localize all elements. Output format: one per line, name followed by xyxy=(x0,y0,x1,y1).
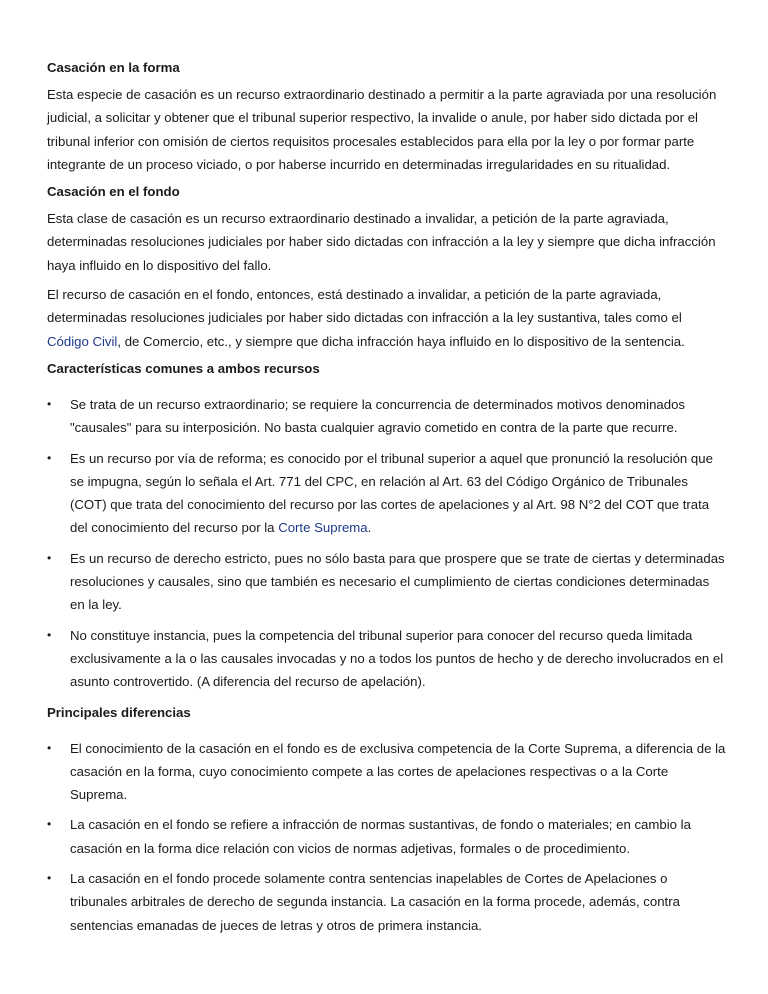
bullet-icon: • xyxy=(47,450,52,465)
bullet-icon: • xyxy=(47,817,52,832)
heading-casacion-forma: Casación en la forma xyxy=(47,60,180,75)
list-item xyxy=(47,867,726,937)
heading-caracteristicas-comunes: Características comunes a ambos recursos xyxy=(47,360,320,376)
list-item-text: Es un recurso por vía de reforma; es conocido por el tribunal superior a aquel que pronunció la resolución que se impugna, según lo señala el Art. 771 del CPC, en relación al Art. 63 del Código Orgánico de Tribunales (COT) que trata del conocimiento del recurso por las cortes de apelaciones y al Art. 98 N°2 del COT que trata del conocimiento del recurso por la xyxy=(70,450,713,536)
list-item xyxy=(47,447,726,540)
list-item-tail: . xyxy=(367,520,372,536)
list-item xyxy=(47,624,726,694)
bullet-icon: • xyxy=(47,740,52,755)
list-caracteristicas-comunes xyxy=(47,393,726,694)
heading-casacion-fondo: Casación en el fondo xyxy=(47,184,180,200)
list-principales-diferencias xyxy=(47,737,726,937)
link-codigo-civil[interactable]: Código Civil xyxy=(47,333,118,349)
list-item-text: Es un recurso de derecho estricto, pues no sólo basta para que prospere que se trate de ciertas y determinadas resoluciones y causales, sino que también es necesario el cumplimiento de ciertas condiciones determinadas en la ley. xyxy=(70,550,725,613)
list-item xyxy=(47,393,726,440)
bullet-icon: • xyxy=(47,550,52,565)
paragraph-fondo-2-tail: , de Comercio, etc., y siempre que dicha infracción haya influido en lo dispositivo de la sentencia. xyxy=(117,333,685,349)
paragraph-fondo-1: Esta clase de casación es un recurso extraordinario destinado a invalidar, a petición de la parte agraviada, determinadas resoluciones judiciales por haber sido dictadas con infracción a la ley y siempre que dicha infracción haya influido en lo dispositivo del fallo. xyxy=(47,211,716,273)
list-item-text: Se trata de un recurso extraordinario; se requiere la concurrencia de determinados motivos denominados "causales" para su interposición. No basta cualquier agravio cometido en contra de la parte que recurre. xyxy=(70,396,686,436)
list-item-text: El conocimiento de la casación en el fondo es de exclusiva competencia de la Corte Suprema, a diferencia de la casación en la forma, cuyo conocimiento compete a las cortes de apelaciones respectivas o a la Corte Suprema. xyxy=(70,740,726,803)
paragraph-fondo-2-text: El recurso de casación en el fondo, entonces, está destinado a invalidar, a petición de la parte agraviada, determinadas resoluciones judiciales por haber sido dictadas con infracción a la ley sustantiva, tales como el xyxy=(47,287,682,326)
list-item-text: La casación en el fondo se refiere a infracción de normas sustantivas, de fondo o materiales; en cambio la casación en la forma dice relación con vicios de normas adjetivas, formales o de procedimiento. xyxy=(70,817,691,856)
list-item xyxy=(47,813,726,860)
list-item xyxy=(47,547,726,617)
list-item xyxy=(47,737,726,807)
bullet-icon: • xyxy=(47,627,52,642)
link-corte-suprema[interactable]: Corte Suprema xyxy=(278,520,368,536)
paragraph-forma: Esta especie de casación es un recurso extraordinario destinado a permitir a la parte agraviada por una resolución judicial, a solicitar y obtener que el tribunal superior respectivo, la invalide o anule, por haber sido dictada por el tribunal inferior con omisión de ciertos requisitos procesales establecidos para ella por la ley o por formar parte integrante de un proceso viciado, o por haberse incurrido en determinadas irregularidades en su ritualidad. xyxy=(47,87,717,172)
heading-principales-diferencias: Principales diferencias xyxy=(47,704,191,720)
bullet-icon: • xyxy=(47,396,52,411)
paragraph-fondo-2 xyxy=(47,283,726,353)
list-item-text: La casación en el fondo procede solamente contra sentencias inapelables de Cortes de Apelaciones o tribunales arbitrales de derecho de segunda instancia. La casación en la forma procede, además, contra sentencias emanadas de jueces de letras y otros de primera instancia. xyxy=(70,871,680,933)
list-item-text: No constituye instancia, pues la competencia del tribunal superior para conocer del recurso queda limitada exclusivamente a la o las causales invocadas y no a todos los puntos de hecho y de derecho involucrados en el asunto controvertido. (A diferencia del recurso de apelación). xyxy=(70,627,724,690)
bullet-icon: • xyxy=(47,871,52,886)
